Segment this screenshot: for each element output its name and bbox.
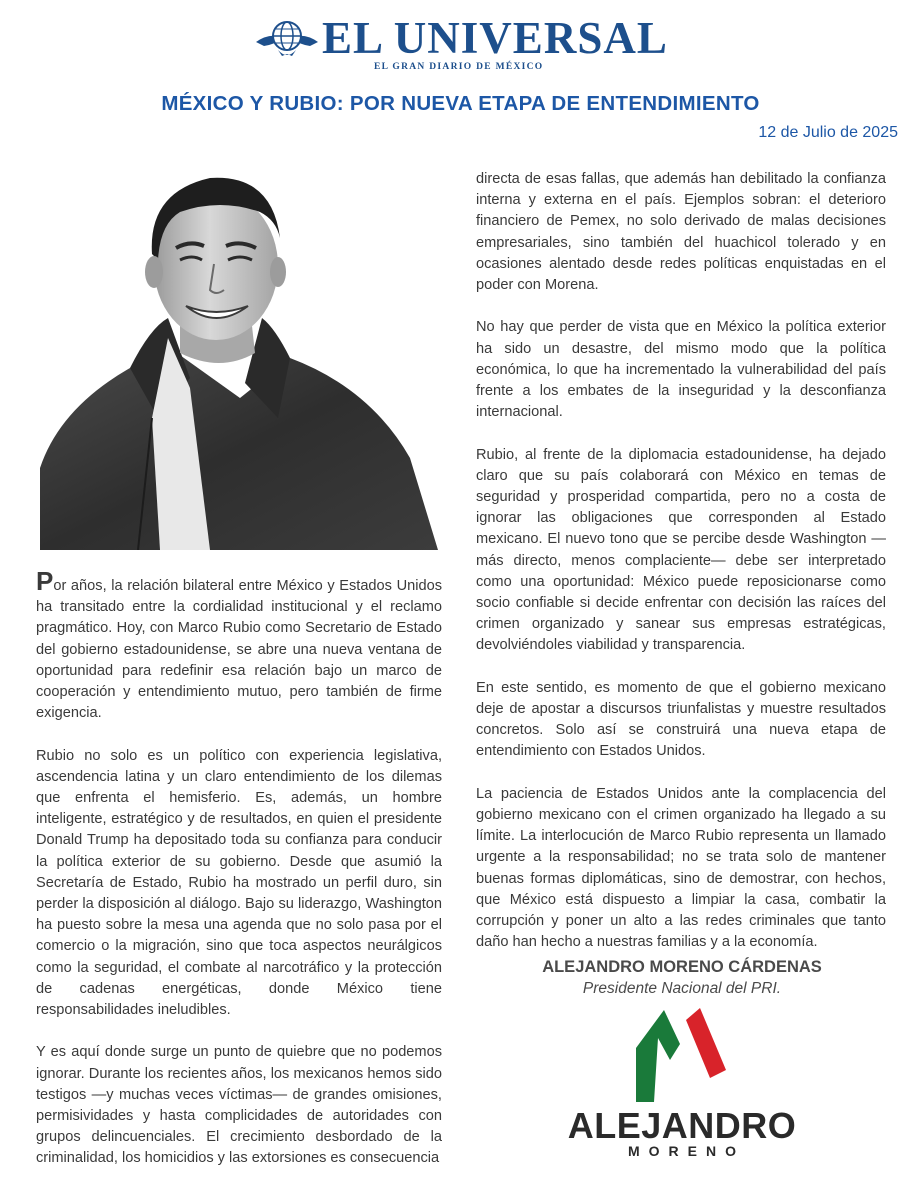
drop-cap: P — [36, 566, 54, 596]
globe-eagle-icon — [254, 18, 320, 62]
masthead-title: EL UNIVERSAL — [322, 13, 668, 63]
masthead-subtitle: EL GRAN DIARIO DE MÉXICO — [374, 62, 544, 72]
paragraph: No hay que perder de vista que en México la política exterior ha sido un desastre, del mismo modo que la política económica, lo que ha incrementado la vulnerabilidad del país frente a los embates de la inseguridad y la desconfianza internacional. — [476, 319, 886, 421]
author-name: ALEJANDRO MORENO CÁRDENAS — [542, 958, 822, 976]
paragraph-text: or años, la relación bilateral entre México y Estados Unidos ha transitado entre la cordialidad institucional y el reclamo pragmático. Hoy, con Marco Rubio como Secretario de Estado del gobierno estadounidense, se abre una nueva ventana de oportunidad para redefinir esa relación bajo un marco de cooperación y entendimiento mutuo, pero también de firme exigencia. — [36, 578, 442, 722]
paragraph: Y es aquí donde surge un punto de quiebre que no podemos ignorar. Durante los recientes años, los mexicanos hemos sido testigos —y muchas veces víctimas— de grandes omisiones, permisividades y hasta complicidades de autoridades con grupos delincuenciales. El crecimiento desbordado de la criminalidad, los homicidios y las extorsiones es consecuencia — [36, 1044, 442, 1167]
article-left-column — [36, 566, 442, 1191]
paragraph: directa de esas fallas, que además han debilitado la confianza interna y externa en el país. Ejemplos sobran: el deterioro financiero de Pemex, no solo derivado de malas decisiones empresariales, sino también del huachicol tolerado y en ocasiones alentado desde redes políticas enquistadas en el poder con Morena. — [476, 171, 886, 294]
paragraph: Rubio no solo es un político con experiencia legislativa, ascendencia latina y un claro entendimiento de los dilemas que enfrenta el hemisferio. Es, además, un hombre inteligente, estratégico y de resultados, en quien el presidente Donald Trump ha depositado toda su confianza para conducir la política exterior de su gobierno. Desde que asumió la Secretaría de Estado, Rubio ha mostrado un perfil duro, sin perder la disposición al diálogo. Bajo su liderazgo, Washington ha puesto sobre la mesa una agenda que no solo pasa por el comercio o la migración, sino que toca aspectos neurálgicos como la seguridad, el combate al narcotráfico y la protección de cadenas energéticas, donde México tiene responsabilidades ineludibles. — [36, 747, 442, 1019]
author-role: Presidente Nacional del PRI. — [582, 980, 782, 997]
paragraph: La paciencia de Estados Unidos ante la complacencia del gobierno mexicano con el crimen organizado ha llegado a su límite. La interlocución de Marco Rubio representa un llamado urgente a la responsabilidad; no se trata solo de mantener buenas formas diplomáticas, sino de demostrar, con hechos, que México está dispuesto a limpiar la casa, combatir la corrupción y poner un alto a las redes criminales que tanto daño han hecho a nuestras familias y a la economía. — [476, 785, 886, 951]
paragraph — [36, 566, 442, 724]
article-date: 12 de Julio de 2025 — [758, 124, 898, 141]
logo-surname: MORENO — [628, 1143, 745, 1159]
logo-name: ALEJANDRO — [567, 1105, 797, 1146]
article-right-column — [476, 169, 886, 975]
alejandro-moreno-logo-icon — [630, 1008, 730, 1104]
masthead — [246, 12, 674, 76]
article-headline: MÉXICO Y RUBIO: POR NUEVA ETAPA DE ENTENDIMIENTO — [161, 92, 760, 115]
author-portrait — [40, 168, 438, 550]
paragraph: Rubio, al frente de la diplomacia estadounidense, ha dejado claro que su país colaborará con México en temas de seguridad y prosperidad compartida, pero no a costa de ignorar las obligaciones que corresponden al Estado mexicano. El nuevo tono que se percibe desde Washington —más directo, menos complaciente— debe ser interpretado como una oportunidad: México puede reposicionarse como socio confiable si decide enfrentar con decisión las raíces del crimen organizado y sanear sus empresas estratégicas, devolviéndoles viabilidad y transparencia. — [476, 446, 886, 654]
paragraph: En este sentido, es momento de que el gobierno mexicano deje de apostar a discursos triunfalistas y muestre resultados concretos. Solo así se construirá una nueva etapa de entendimiento con Estados Unidos. — [476, 679, 886, 760]
